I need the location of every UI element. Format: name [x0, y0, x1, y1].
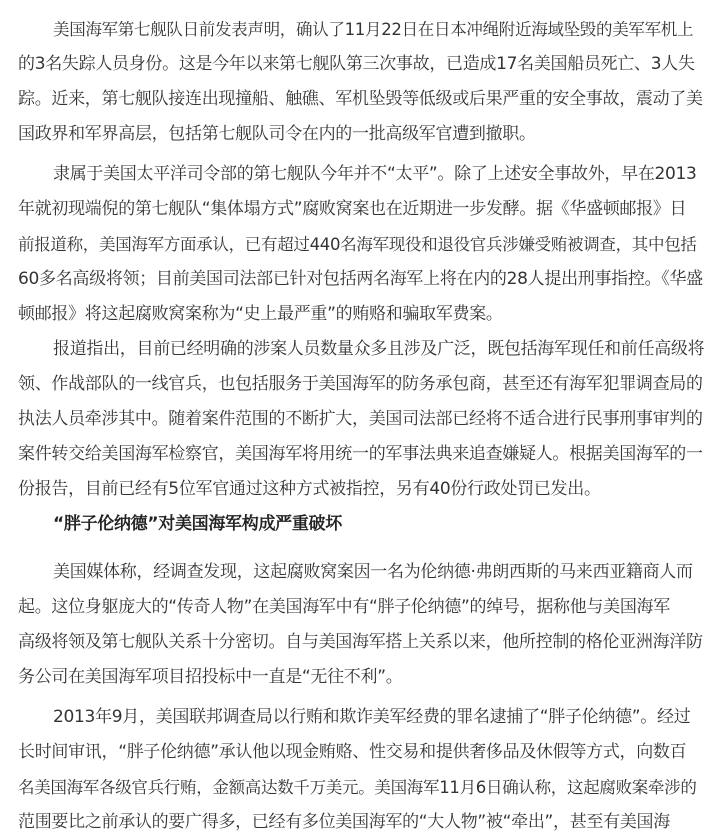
paragraph-5: [18, 700, 708, 840]
text-line: 范围要比之前承认的要广得多，已经有多位美国海军的“大人物”被“牵出”，甚至有美国海: [18, 812, 670, 832]
text-line: 执法人员牵涉其中。随着案件范围的不断扩大，美国司法部已经将不适合进行民事刑事审判的: [18, 409, 703, 429]
text-line: 案件转交给美国海军检察官，美国海军将用统一的军事法典来追查嫌疑人。根据美国海军的一: [18, 444, 703, 464]
text-line: 起。这位身躯庞大的“传奇人物”在美国海军中有“胖子伦纳德”的绰号，据称他与美国海军: [18, 597, 670, 617]
text-line: 美国媒体称，经调查发现，这起腐败窝案因一名为伦纳德·弗朗西斯的马来西亚籍商人而: [53, 562, 693, 582]
text-line: 前报道称，美国海军方面承认，已有超过440名海军现役和退役官兵涉嫌受贿被调查，其中包括: [18, 235, 697, 254]
text-line: 顿邮报》将这起腐败窝案称为“史上最严重”的贿赂和骗取军费案。: [18, 304, 503, 324]
text-line: 美国海军第七舰队日前发表声明，确认了11月22日在日本冲绳附近海域坠毁的美军军机上: [53, 20, 694, 39]
paragraph-4: [18, 555, 708, 695]
text-line: 的3名失踪人员身份。这是今年以来第七舰队第三次事故，已造成17名美国船员死亡、3人失: [18, 54, 695, 74]
text-line: 高级将领及第七舰队关系十分密切。自与美国海军搭上关系以来，他所控制的格伦亚洲海洋防: [18, 632, 703, 652]
text-line: 长时间审讯，“胖子伦纳德”承认他以现金贿赂、性交易和提供奢侈品及休假等方式，向数百: [18, 742, 687, 762]
text-line: 2013年9月，美国联邦调查局以行贿和欺诈美军经费的罪名逮捕了“胖子伦纳德”。经过: [53, 707, 691, 727]
paragraph-3: [18, 332, 708, 507]
text-line: 名美国海军各级官兵行贿，金额高达数千万美元。美国海军11月6日确认称，这起腐败案牵涉的: [18, 778, 697, 797]
text-line: 领、作战部队的一线官兵，也包括服务于美国海军的防务承包商，甚至还有海军犯罪调查局的: [18, 374, 703, 394]
text-line: 60多名高级将领；目前美国司法部已针对包括两名海军上将在内的28人提出刑事指控。《华盛: [18, 269, 703, 289]
text-line: 报道指出，目前已经明确的涉案人员数量众多且涉及广泛，既包括海军现任和前任高级将: [53, 339, 705, 359]
section-heading: “胖子伦纳德”对美国海军构成严重破坏: [53, 514, 342, 534]
text-line: 隶属于美国太平洋司令部的第七舰队今年并不“太平”。除了上述安全事故外，早在2013: [53, 164, 697, 184]
text-line: 务公司在美国海军项目招投标中一直是“无往不利”。: [18, 667, 403, 687]
text-line: 年就初现端倪的第七舰队“集体塌方式”腐败窝案也在近期进一步发酵。据《华盛顿邮报》日: [18, 199, 687, 219]
paragraph-2: [18, 157, 708, 332]
text-line: 国政界和军界高层，包括第七舰队司令在内的一批高级军官遭到撤职。: [18, 124, 536, 144]
text-line: 份报告，目前已经有5位军官通过这种方式被指控，另有40份行政处罚已发出。: [18, 479, 601, 499]
paragraph-1: [18, 12, 708, 152]
text-line: 踪。近来，第七舰队接连出现撞船、触礁、军机坠毁等低级或后果严重的安全事故，震动了美: [18, 89, 703, 109]
